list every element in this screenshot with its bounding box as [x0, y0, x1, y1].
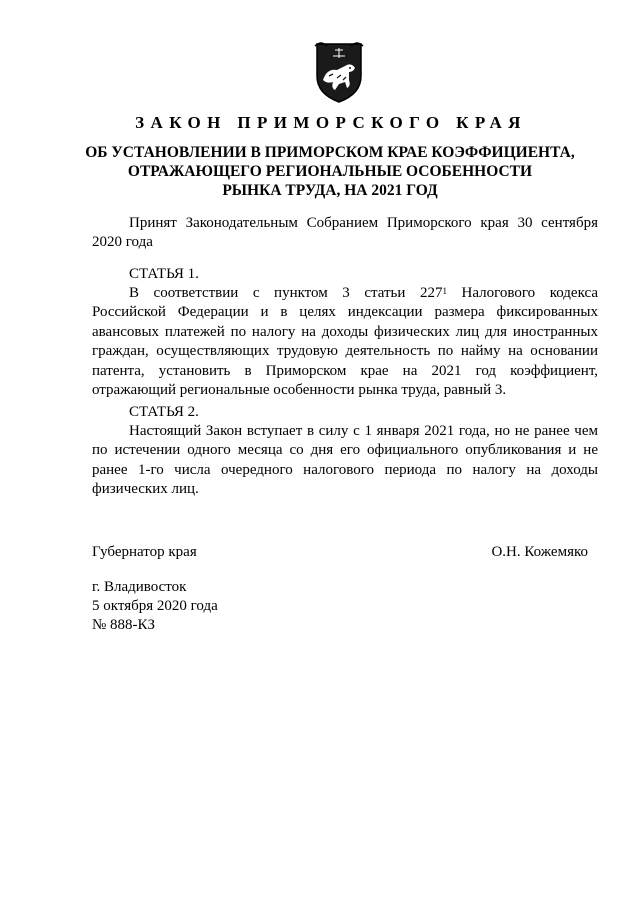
signatory-name: О.Н. Кожемяко [491, 544, 588, 560]
subject-line: РЫНКА ТРУДА, НА 2021 ГОД [222, 182, 438, 199]
law-number: № 888-КЗ [92, 617, 156, 633]
article-2-line: физических лиц. [92, 481, 199, 498]
article-1-line: патента, установить в Приморском крае на 2021 год коэффициент, [92, 362, 598, 379]
adoption-line: Принят Законодательным Собранием Приморского края 30 сентября [129, 215, 598, 231]
law-subject-heading [60, 143, 600, 200]
signatory-position: Губернатор края [92, 544, 197, 560]
subject-line: ОТРАЖАЮЩЕГО РЕГИОНАЛЬНЫЕ ОСОБЕННОСТИ [127, 163, 533, 180]
article-2-line: ранее 1-го числа очередного налогового периода по налогу на доходы [92, 461, 598, 478]
issue-place: г. Владивосток [92, 579, 187, 595]
article-1-body [92, 284, 598, 400]
article-1-line: отражающий региональные особенности рынка труда, равный 3. [92, 382, 507, 399]
adoption-note [92, 214, 598, 253]
law-title: ЗАКОН ПРИМОРСКОГО КРАЯ [135, 113, 527, 132]
article-1-line: авансовых платежей по налогу на доходы физических лиц для иностранных [92, 323, 598, 340]
article-1-text: В соответствии с пунктом 3 статьи 227 [129, 285, 443, 301]
footnote-superscript: 1 [442, 286, 447, 296]
article-2-line: Настоящий Закон вступает в силу с 1 января 2021 года, но не ранее чем [129, 423, 598, 439]
primorsky-krai-coat-of-arms-icon [313, 40, 365, 104]
article-1-heading: СТАТЬЯ 1. [129, 266, 199, 282]
article-2-body [92, 422, 598, 500]
issue-details [92, 578, 218, 635]
article-1-text: Налогового кодекса [446, 285, 598, 301]
subject-line: ОБ УСТАНОВЛЕНИИ В ПРИМОРСКОМ КРАЕ КОЭФФИЦИЕНТА, [85, 144, 575, 161]
issue-date: 5 октября 2020 года [92, 598, 218, 614]
article-2-heading: СТАТЬЯ 2. [129, 404, 199, 420]
article-1-line: Российской Федерации и в целях индексации размера фиксированных [92, 304, 598, 321]
article-1-line: граждан, осуществляющих трудовую деятельность по найму на основании [92, 343, 598, 360]
article-2-line: по истечении одного месяца со дня его официального опубликования и не [92, 442, 598, 459]
article-1-line [92, 284, 598, 303]
adoption-line: 2020 года [92, 234, 153, 251]
